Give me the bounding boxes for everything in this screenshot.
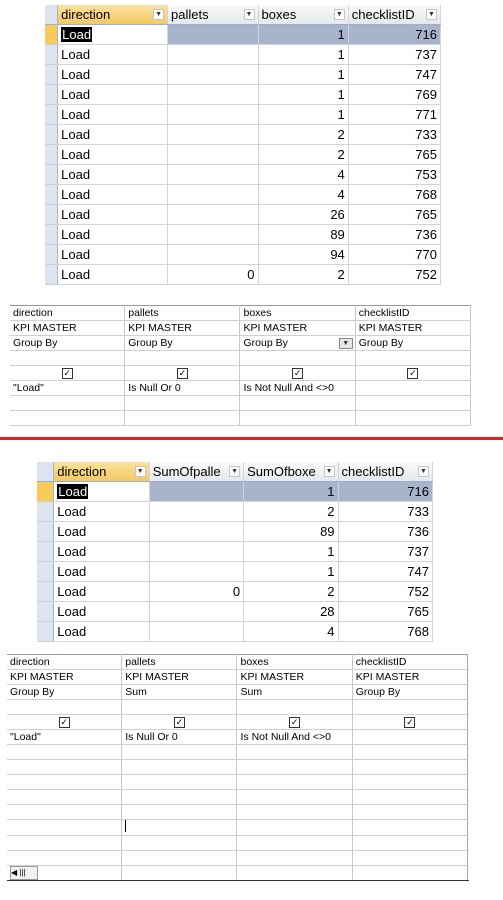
query2-design-grid	[7, 654, 468, 881]
table-cell[interactable]: Load	[58, 125, 168, 145]
table-cell[interactable]: Load	[58, 105, 168, 125]
table-cell[interactable]: 770	[348, 245, 440, 265]
field-cell[interactable]: direction	[7, 655, 122, 670]
blank-cell[interactable]	[352, 866, 467, 881]
blank-cell[interactable]	[7, 775, 122, 790]
table-cell[interactable]: Load	[58, 165, 168, 185]
sort-cell[interactable]	[240, 351, 355, 366]
grid-bottom-border	[7, 880, 469, 881]
column-header-sumofpallets[interactable]	[149, 462, 243, 482]
dropdown-arrow-icon[interactable]: ▼	[153, 9, 164, 20]
blank-cell[interactable]	[7, 820, 122, 836]
dropdown-arrow-icon[interactable]: ▼	[334, 9, 345, 20]
table-cell[interactable]: 768	[348, 185, 440, 205]
table-row[interactable]	[45, 225, 441, 245]
blank-cell[interactable]	[122, 866, 237, 881]
query2-datasheet	[37, 462, 433, 642]
record-selector[interactable]	[37, 522, 54, 542]
table-cell[interactable]: 736	[338, 522, 432, 542]
total-cell[interactable]: Group By	[7, 685, 122, 700]
record-selector[interactable]	[37, 542, 54, 562]
or-cell[interactable]	[240, 396, 355, 411]
table-cell[interactable]: Load	[58, 145, 168, 165]
blank-cell[interactable]	[122, 790, 237, 805]
table-cell[interactable]	[149, 502, 243, 522]
design-row-show	[7, 715, 468, 730]
criteria-cell[interactable]	[352, 730, 467, 745]
table-cell[interactable]: 0	[149, 582, 243, 602]
or-cell[interactable]	[352, 745, 467, 760]
design-row-blank	[7, 866, 468, 881]
design-row-or	[7, 745, 468, 760]
column-header-checklistid[interactable]	[338, 462, 432, 482]
or-cell[interactable]	[125, 396, 240, 411]
show-cell	[352, 715, 467, 730]
grid-right-border	[467, 654, 468, 880]
table-row[interactable]	[37, 562, 433, 582]
column-header-direction[interactable]	[54, 462, 149, 482]
total-cell[interactable]: Sum	[122, 685, 237, 700]
column-header-label: pallets	[171, 7, 209, 22]
or-cell[interactable]	[7, 745, 122, 760]
table-cell[interactable]	[168, 45, 258, 65]
blank-cell[interactable]	[7, 760, 122, 775]
column-header-pallets[interactable]	[168, 5, 258, 25]
table-row[interactable]	[45, 265, 441, 285]
table-cell[interactable]: 716	[338, 482, 432, 502]
blank-cell[interactable]	[237, 836, 352, 851]
query1-design-grid	[10, 305, 471, 426]
blank-cell[interactable]	[125, 411, 240, 426]
table-cell[interactable]: 28	[244, 602, 338, 622]
table-cell[interactable]: 765	[348, 205, 440, 225]
blank-cell[interactable]	[237, 866, 352, 881]
dropdown-arrow-icon[interactable]: ▼	[426, 9, 437, 20]
table-cell[interactable]: Load	[54, 582, 149, 602]
table-cell[interactable]: 752	[338, 582, 432, 602]
sort-cell[interactable]	[10, 351, 125, 366]
table-cell[interactable]: 1	[244, 562, 338, 582]
show-checkbox[interactable]: ✓	[63, 368, 71, 378]
table-cell[interactable]: 4	[258, 165, 348, 185]
record-selector[interactable]	[45, 145, 58, 165]
show-cell	[237, 715, 352, 730]
total-cell-text: Group By	[243, 337, 288, 349]
blank-cell[interactable]	[237, 760, 352, 775]
field-cell[interactable]: checklistID	[355, 306, 470, 321]
table-row[interactable]	[37, 602, 433, 622]
sort-cell[interactable]	[122, 700, 237, 715]
select-all-corner[interactable]	[45, 5, 58, 25]
table-cell[interactable]	[168, 85, 258, 105]
table-cell[interactable]: KPI MASTER	[240, 321, 355, 336]
table-cell[interactable]	[149, 522, 243, 542]
design-row-sort	[7, 700, 468, 715]
show-checkbox[interactable]: ✓	[175, 717, 184, 727]
table-cell[interactable]: KPI MASTER	[237, 670, 352, 685]
table-row[interactable]	[45, 145, 441, 165]
criteria-cell[interactable]: Is Not Null And <>0	[237, 730, 352, 745]
table-cell[interactable]	[168, 105, 258, 125]
table-cell[interactable]: 1	[258, 45, 348, 65]
blank-cell[interactable]	[237, 851, 352, 866]
table-cell[interactable]: 2	[258, 145, 348, 165]
show-cell	[122, 715, 237, 730]
field-cell[interactable]: pallets	[122, 655, 237, 670]
table-cell[interactable]	[149, 542, 243, 562]
table-row[interactable]	[45, 25, 441, 45]
table-row[interactable]	[45, 65, 441, 85]
blank-cell[interactable]	[122, 805, 237, 820]
blank-cell[interactable]	[7, 836, 122, 851]
criteria-cell[interactable]: "Load"	[7, 730, 122, 745]
design-row-or	[10, 396, 471, 411]
blank-cell[interactable]	[352, 790, 467, 805]
table-cell[interactable]: 771	[348, 105, 440, 125]
table-cell[interactable]: 733	[348, 125, 440, 145]
total-cell[interactable]	[240, 336, 355, 351]
design-row-show	[10, 366, 471, 381]
blank-cell[interactable]	[122, 851, 237, 866]
criteria-cell[interactable]: Is Null Or 0	[125, 381, 240, 396]
total-cell[interactable]: Sum	[237, 685, 352, 700]
table-cell[interactable]: Load	[54, 602, 149, 622]
table-row[interactable]	[45, 185, 441, 205]
column-header-direction[interactable]	[58, 5, 168, 25]
datasheet-header-row	[37, 462, 433, 482]
dropdown-arrow-icon[interactable]: ▼	[229, 466, 240, 477]
design-row-table	[10, 321, 471, 336]
blank-cell[interactable]	[352, 805, 467, 820]
or-cell[interactable]	[122, 745, 237, 760]
design-row-blank	[7, 836, 468, 851]
sort-cell[interactable]	[355, 351, 470, 366]
sort-cell[interactable]	[352, 700, 467, 715]
record-selector[interactable]	[45, 165, 58, 185]
query1-datasheet	[45, 5, 441, 285]
table-cell[interactable]: Load	[54, 562, 149, 582]
design-row-field	[10, 306, 471, 321]
table-cell[interactable]: Load	[58, 265, 168, 285]
blank-cell[interactable]	[7, 805, 122, 820]
show-cell	[355, 366, 470, 381]
blank-cell[interactable]	[352, 775, 467, 790]
record-selector[interactable]	[37, 482, 54, 502]
table-cell[interactable]: Load	[58, 205, 168, 225]
blank-cell[interactable]	[122, 836, 237, 851]
divider-line	[0, 437, 503, 440]
table-cell[interactable]: 26	[258, 205, 348, 225]
table-cell[interactable]	[54, 482, 149, 502]
show-checkbox[interactable]: ✓	[293, 368, 302, 378]
table-cell[interactable]: 2	[258, 265, 348, 285]
blank-cell[interactable]	[237, 775, 352, 790]
table-cell[interactable]: 752	[348, 265, 440, 285]
table-cell[interactable]	[168, 65, 258, 85]
table-cell[interactable]	[168, 245, 258, 265]
record-selector[interactable]	[45, 85, 58, 105]
table-cell[interactable]: 753	[348, 165, 440, 185]
table-cell[interactable]: 1	[258, 25, 348, 45]
record-selector[interactable]	[45, 185, 58, 205]
table-cell[interactable]: 1	[258, 85, 348, 105]
table-cell[interactable]	[168, 25, 258, 45]
column-header-sumofboxes[interactable]	[244, 462, 338, 482]
record-selector[interactable]	[45, 265, 58, 285]
table-cell[interactable]: 1	[244, 542, 338, 562]
column-header-label: boxes	[261, 7, 297, 22]
blank-cell[interactable]	[352, 851, 467, 866]
table-cell[interactable]: 747	[338, 562, 432, 582]
field-cell[interactable]: pallets	[125, 306, 240, 321]
table-cell[interactable]	[168, 165, 258, 185]
record-selector[interactable]	[45, 225, 58, 245]
design-row-sort	[10, 351, 471, 366]
record-selector[interactable]	[37, 582, 54, 602]
table-cell[interactable]: Load	[58, 245, 168, 265]
column-header-checklistid[interactable]	[348, 5, 440, 25]
record-selector[interactable]	[37, 622, 54, 642]
show-checkbox[interactable]: ✓	[178, 368, 187, 378]
table-cell[interactable]: Load	[58, 45, 168, 65]
table-cell[interactable]: 4	[244, 622, 338, 642]
record-selector[interactable]	[45, 45, 58, 65]
table-row[interactable]	[45, 45, 441, 65]
table-row[interactable]	[45, 245, 441, 265]
table-cell[interactable]: Load	[58, 65, 168, 85]
criteria-cell[interactable]: Is Null Or 0	[122, 730, 237, 745]
show-cell	[240, 366, 355, 381]
table-row[interactable]	[37, 582, 433, 602]
design-row-criteria	[7, 730, 468, 745]
table-cell[interactable]: 0	[168, 265, 258, 285]
blank-cell[interactable]	[237, 820, 352, 836]
column-header-label: SumOfpalle	[152, 464, 221, 479]
table-cell[interactable]: 768	[338, 622, 432, 642]
record-selector[interactable]	[45, 105, 58, 125]
blank-cell[interactable]	[352, 760, 467, 775]
design-row-blank	[7, 805, 468, 820]
design-row-blank	[7, 760, 468, 775]
table-cell[interactable]: KPI MASTER	[125, 321, 240, 336]
total-cell[interactable]: Group By	[355, 336, 470, 351]
table-cell[interactable]: 1	[258, 105, 348, 125]
blank-cell[interactable]	[122, 820, 237, 836]
column-header-label: SumOfboxe	[247, 464, 316, 479]
table-cell[interactable]: 2	[244, 502, 338, 522]
dropdown-arrow-icon[interactable]: ▼	[135, 466, 146, 477]
record-selector[interactable]	[45, 245, 58, 265]
blank-cell[interactable]	[237, 805, 352, 820]
table-cell[interactable]	[168, 185, 258, 205]
record-selector[interactable]	[45, 205, 58, 225]
table-cell[interactable]	[58, 25, 168, 45]
cell-value: Load	[62, 27, 92, 42]
table-cell[interactable]: 765	[348, 145, 440, 165]
column-header-label: checklistID	[341, 464, 405, 479]
table-cell[interactable]	[168, 145, 258, 165]
table-cell[interactable]: 2	[244, 582, 338, 602]
datasheet-header-row	[45, 5, 441, 25]
sort-cell[interactable]	[125, 351, 240, 366]
table-cell[interactable]	[149, 622, 243, 642]
or-cell[interactable]	[237, 745, 352, 760]
design-row-blank	[7, 775, 468, 790]
table-cell[interactable]	[168, 225, 258, 245]
design-row-blank	[7, 790, 468, 805]
scroll-thumb-icon[interactable]: |||	[19, 868, 26, 877]
table-cell[interactable]: KPI MASTER	[352, 670, 467, 685]
show-cell	[125, 366, 240, 381]
column-header-label: direction	[57, 464, 107, 479]
table-cell[interactable]: KPI MASTER	[355, 321, 470, 336]
blank-cell[interactable]	[122, 775, 237, 790]
field-cell[interactable]: boxes	[240, 306, 355, 321]
show-checkbox[interactable]: ✓	[60, 717, 68, 727]
criteria-cell[interactable]: Is Not Null And <>0	[240, 381, 355, 396]
table-cell[interactable]: KPI MASTER	[7, 670, 122, 685]
show-checkbox[interactable]: ✓	[409, 368, 417, 378]
table-cell[interactable]: 89	[244, 522, 338, 542]
scroll-left-arrow-icon[interactable]: ◀	[11, 868, 18, 877]
design-row-blank	[10, 411, 471, 426]
table-cell[interactable]: 737	[338, 542, 432, 562]
table-cell[interactable]: 769	[348, 85, 440, 105]
blank-cell[interactable]	[352, 820, 467, 836]
table-cell[interactable]: 765	[338, 602, 432, 622]
table-cell[interactable]: 94	[258, 245, 348, 265]
table-cell[interactable]: 2	[258, 125, 348, 145]
show-checkbox[interactable]: ✓	[406, 717, 414, 727]
table-row[interactable]	[37, 502, 433, 522]
table-row[interactable]	[45, 105, 441, 125]
dropdown-arrow-icon[interactable]: ▼	[244, 9, 255, 20]
table-row[interactable]	[37, 482, 433, 502]
table-cell[interactable]: Load	[58, 185, 168, 205]
table-row[interactable]	[37, 542, 433, 562]
or-cell[interactable]	[10, 396, 125, 411]
sort-cell[interactable]	[237, 700, 352, 715]
table-cell[interactable]: 733	[338, 502, 432, 522]
field-cell[interactable]: direction	[10, 306, 125, 321]
table-cell[interactable]: Load	[54, 542, 149, 562]
table-cell[interactable]	[149, 562, 243, 582]
cell-value: Load	[58, 484, 88, 499]
criteria-cell[interactable]: "Load"	[10, 381, 125, 396]
table-cell[interactable]	[168, 125, 258, 145]
record-selector[interactable]	[37, 602, 54, 622]
record-selector[interactable]	[45, 25, 58, 45]
table-cell[interactable]: 747	[348, 65, 440, 85]
column-header-label: direction	[61, 7, 111, 22]
total-cell[interactable]: Group By	[352, 685, 467, 700]
field-cell[interactable]: boxes	[237, 655, 352, 670]
dropdown-arrow-icon[interactable]: ▼	[324, 466, 335, 477]
total-cell[interactable]: Group By	[10, 336, 125, 351]
total-cell[interactable]: Group By	[125, 336, 240, 351]
table-cell[interactable]: Load	[54, 522, 149, 542]
blank-cell[interactable]	[240, 411, 355, 426]
design-row-total	[7, 685, 468, 700]
blank-cell[interactable]	[7, 851, 122, 866]
dropdown-arrow-icon[interactable]: ▼	[418, 466, 429, 477]
table-cell[interactable]: 737	[348, 45, 440, 65]
blank-cell[interactable]	[122, 760, 237, 775]
design-row-total	[10, 336, 471, 351]
table-cell[interactable]: Load	[54, 622, 149, 642]
design-row-criteria	[10, 381, 471, 396]
or-cell[interactable]	[355, 396, 470, 411]
table-cell[interactable]: Load	[54, 502, 149, 522]
blank-cell[interactable]	[352, 836, 467, 851]
table-cell[interactable]: 89	[258, 225, 348, 245]
table-cell[interactable]: 4	[258, 185, 348, 205]
table-row[interactable]	[45, 85, 441, 105]
table-cell[interactable]: 716	[348, 25, 440, 45]
table-cell[interactable]: 1	[244, 482, 338, 502]
table-cell[interactable]	[149, 602, 243, 622]
select-all-corner[interactable]	[37, 462, 54, 482]
design-row-field	[7, 655, 468, 670]
record-selector[interactable]	[45, 65, 58, 85]
criteria-cell[interactable]	[355, 381, 470, 396]
text-cursor	[125, 820, 126, 832]
table-cell[interactable]: KPI MASTER	[10, 321, 125, 336]
table-cell[interactable]: Load	[58, 225, 168, 245]
table-cell[interactable]: KPI MASTER	[122, 670, 237, 685]
sort-cell[interactable]	[7, 700, 122, 715]
design-row-table	[7, 670, 468, 685]
table-row[interactable]	[45, 125, 441, 145]
table-row[interactable]	[37, 622, 433, 642]
table-cell[interactable]	[168, 205, 258, 225]
record-selector[interactable]	[37, 502, 54, 522]
column-header-boxes[interactable]	[258, 5, 348, 25]
dropdown-arrow-icon[interactable]: ▼	[339, 338, 353, 349]
show-checkbox[interactable]: ✓	[290, 717, 299, 727]
table-row[interactable]	[45, 165, 441, 185]
blank-cell[interactable]	[7, 790, 122, 805]
design-row-blank	[7, 851, 468, 866]
show-cell	[10, 366, 125, 381]
table-cell[interactable]: 1	[258, 65, 348, 85]
blank-cell[interactable]	[237, 790, 352, 805]
table-row[interactable]	[45, 205, 441, 225]
record-selector[interactable]	[45, 125, 58, 145]
table-cell[interactable]	[149, 482, 243, 502]
show-cell	[7, 715, 122, 730]
blank-cell[interactable]	[10, 411, 125, 426]
blank-cell[interactable]	[355, 411, 470, 426]
horizontal-scrollbar[interactable]	[10, 866, 38, 880]
column-header-label: checklistID	[351, 7, 415, 22]
table-cell[interactable]: 736	[348, 225, 440, 245]
table-cell[interactable]: Load	[58, 85, 168, 105]
field-cell[interactable]: checklistID	[352, 655, 467, 670]
table-row[interactable]	[37, 522, 433, 542]
record-selector[interactable]	[37, 562, 54, 582]
design-row-blank	[7, 820, 468, 836]
